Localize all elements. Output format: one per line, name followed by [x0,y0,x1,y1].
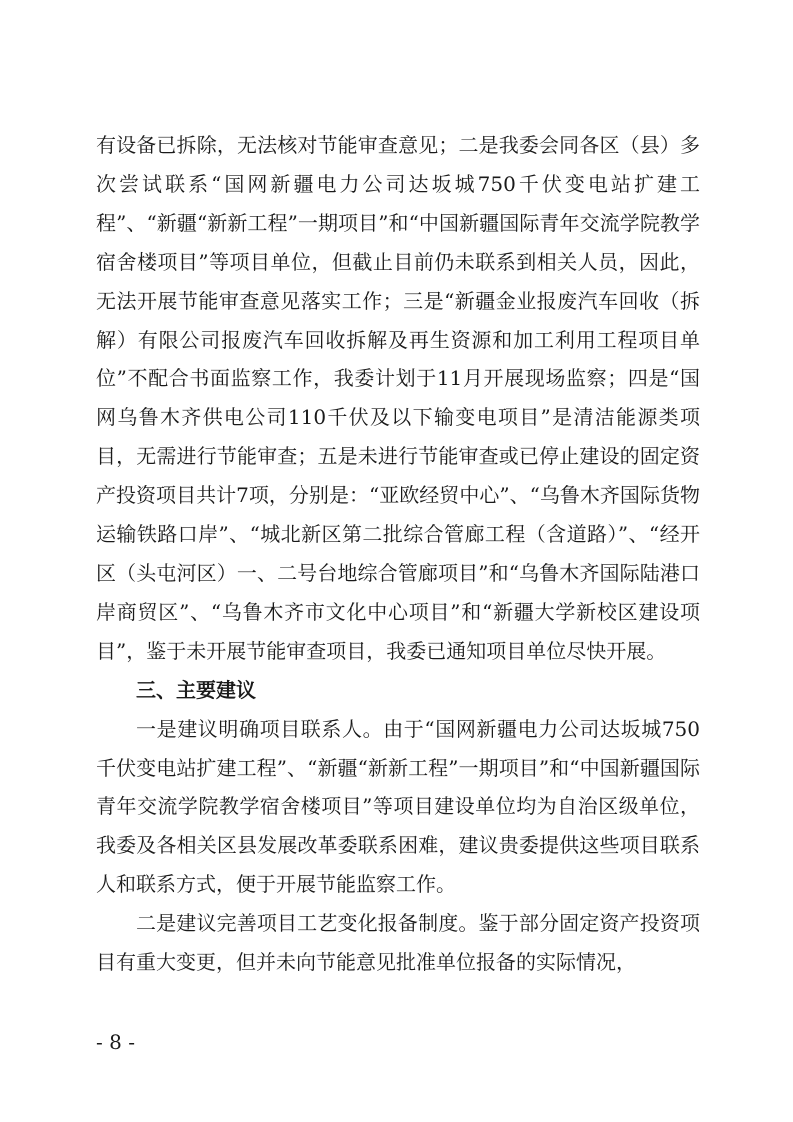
paragraph-recommendation-1: 一是建议明确项目联系人。由于“国网新疆电力公司达坂城750千伏变电站扩建工程”、“新疆“新新工程”一期项目”和“中国新疆国际青年交流学院教学宿舍楼项目”等项目建设单位均为自治区级单位，我委及各相关区县发展改革委联系困难，建议贵委提供这些项目联系人和联系方式，便于开展节能监察工作。 [96,716,700,897]
page-number: - 8 - [96,1030,135,1054]
paragraph-recommendation-2: 二是建议完善项目工艺变化报备制度。鉴于部分固定资产投资项目有重大变更，但并未向节能意见批准单位报备的实际情况， [96,911,700,975]
section-heading: 三、主要建议 [136,677,256,702]
paragraph-continued: 有设备已拆除，无法核对节能审查意见；二是我委会同各区（县）多次尝试联系“国网新疆电力公司达坂城750千伏变电站扩建工程”、“新疆“新新工程”一期项目”和“中国新疆国际青年交流学院教学宿舍楼项目”等项目单位，但截止目前仍未联系到相关人员，因此，无法开展节能审查意见落实工作；三是“新疆金业报废汽车回收（拆解）有限公司报废汽车回收拆解及再生资源和加工利用工程项目单位”不配合书面监察工作，我委计划于11月开展现场监察；四是“国网乌鲁木齐供电公司110千伏及以下输变电项目”是清洁能源类项目，无需进行节能审查；五是未进行节能审查或已停止建设的固定资产投资项目共计7项，分别是：“亚欧经贸中心”、“乌鲁木齐国际货物运输铁路口岸”、“城北新区第二批综合管廊工程（含道路）”、“经开区（头屯河区）一、二号台地综合管廊项目”和“乌鲁木齐国际陆港口岸商贸区”、“乌鲁木齐市文化中心项目”和“新疆大学新校区建设项目”，鉴于未开展节能审查项目，我委已通知项目单位尽快开展。 [96,133,700,663]
document-body [96,126,700,982]
